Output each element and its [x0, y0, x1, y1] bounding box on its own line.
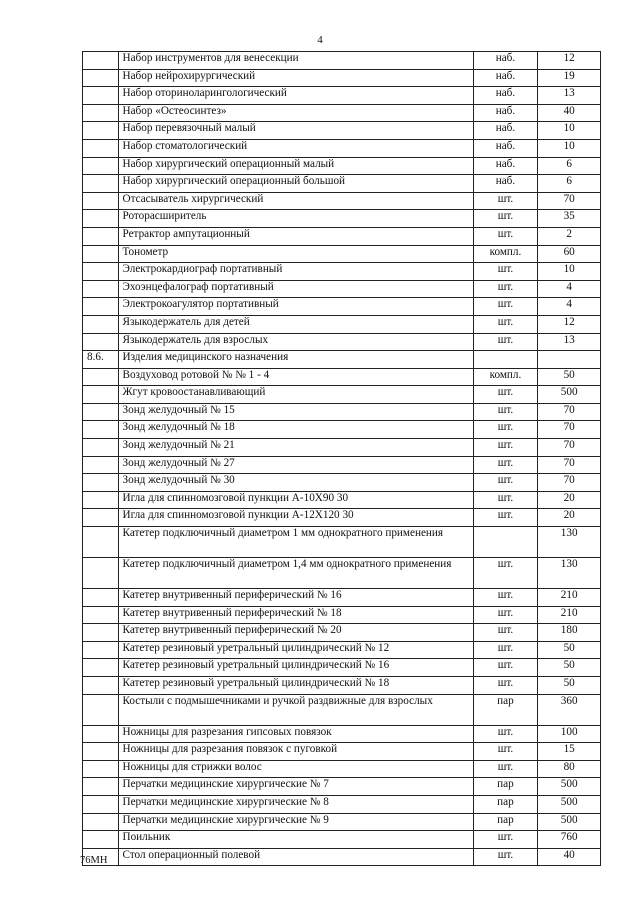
item-name-cell: Зонд желудочный № 30 [118, 474, 473, 492]
quantity-cell: 19 [538, 69, 601, 87]
table-row [83, 694, 601, 725]
row-number-cell [83, 659, 119, 677]
quantity-cell: 40 [538, 848, 601, 866]
table-row [83, 87, 601, 105]
row-number-cell [83, 624, 119, 642]
row-number-cell [83, 421, 119, 439]
quantity-cell: 13 [538, 333, 601, 351]
table-row [83, 831, 601, 849]
item-name-cell: Катетер подключичный диаметром 1,4 мм однократного применения [118, 558, 473, 589]
unit-cell: шт. [473, 439, 538, 457]
quantity-cell: 360 [538, 694, 601, 725]
unit-cell: наб. [473, 69, 538, 87]
quantity-cell: 50 [538, 677, 601, 695]
table-row [83, 403, 601, 421]
row-number-cell [83, 87, 119, 105]
table-row [83, 795, 601, 813]
quantity-cell: 50 [538, 641, 601, 659]
item-name-cell: Электрокардиограф портативный [118, 263, 473, 281]
quantity-cell: 70 [538, 403, 601, 421]
row-number-cell [83, 315, 119, 333]
unit-cell: шт. [473, 641, 538, 659]
quantity-cell [538, 351, 601, 369]
quantity-cell: 10 [538, 122, 601, 140]
unit-cell: шт. [473, 848, 538, 866]
item-name-cell: Зонд желудочный № 18 [118, 421, 473, 439]
quantity-cell: 20 [538, 509, 601, 527]
quantity-cell: 80 [538, 760, 601, 778]
unit-cell: шт. [473, 192, 538, 210]
item-name-cell: Зонд желудочный № 27 [118, 456, 473, 474]
quantity-cell: 130 [538, 527, 601, 558]
quantity-cell: 70 [538, 456, 601, 474]
table-row [83, 245, 601, 263]
row-number-cell [83, 456, 119, 474]
unit-cell: шт. [473, 677, 538, 695]
table-row [83, 157, 601, 175]
unit-cell: шт. [473, 589, 538, 607]
quantity-cell: 10 [538, 139, 601, 157]
table-row [83, 848, 601, 866]
table-row [83, 210, 601, 228]
item-name-cell: Эхоэнцефалограф портативный [118, 280, 473, 298]
item-name-cell: Электрокоагулятор портативный [118, 298, 473, 316]
item-name-cell: Перчатки медицинские хирургические № 8 [118, 795, 473, 813]
unit-cell: шт. [473, 491, 538, 509]
item-name-cell: Отсасыватель хирургический [118, 192, 473, 210]
footer-code: 76МН [80, 855, 108, 866]
unit-cell: компл. [473, 368, 538, 386]
quantity-cell: 210 [538, 606, 601, 624]
quantity-cell: 500 [538, 813, 601, 831]
table-row [83, 122, 601, 140]
quantity-cell: 12 [538, 315, 601, 333]
item-name-cell: Набор оториноларингологический [118, 87, 473, 105]
table-row [83, 641, 601, 659]
item-name-cell: Костыли с подмышечниками и ручкой раздвижные для взрослых [118, 694, 473, 725]
row-number-cell [83, 192, 119, 210]
item-name-cell: Изделия медицинского назначения [118, 351, 473, 369]
table-row [83, 69, 601, 87]
item-name-cell: Языкодержатель для детей [118, 315, 473, 333]
unit-cell: шт. [473, 280, 538, 298]
item-name-cell: Ножницы для разрезания гипсовых повязок [118, 725, 473, 743]
table-row [83, 606, 601, 624]
unit-cell: шт. [473, 509, 538, 527]
table-row [83, 263, 601, 281]
quantity-cell: 760 [538, 831, 601, 849]
table-row [83, 104, 601, 122]
unit-cell: шт. [473, 606, 538, 624]
table-row [83, 589, 601, 607]
item-name-cell: Стол операционный полевой [118, 848, 473, 866]
row-number-cell [83, 558, 119, 589]
row-number-cell [83, 139, 119, 157]
item-name-cell: Роторасширитель [118, 210, 473, 228]
item-name-cell: Набор хирургический операционный большой [118, 175, 473, 193]
quantity-cell: 60 [538, 245, 601, 263]
unit-cell: шт. [473, 760, 538, 778]
table-row [83, 813, 601, 831]
item-name-cell: Жгут кровоостанавливающий [118, 386, 473, 404]
table-row [83, 315, 601, 333]
item-name-cell: Ножницы для разрезания повязок с пуговкой [118, 743, 473, 761]
inventory-table [82, 51, 601, 866]
table-row [83, 456, 601, 474]
table-row [83, 52, 601, 70]
quantity-cell: 13 [538, 87, 601, 105]
quantity-cell: 130 [538, 558, 601, 589]
item-name-cell: Набор инструментов для венесекции [118, 52, 473, 70]
item-name-cell: Ретрактор ампутационный [118, 227, 473, 245]
item-name-cell: Игла для спинномозговой пункции А-12Х120 30 [118, 509, 473, 527]
table-row [83, 175, 601, 193]
quantity-cell: 180 [538, 624, 601, 642]
row-number-cell [83, 831, 119, 849]
row-number-cell [83, 368, 119, 386]
row-number-cell [83, 157, 119, 175]
unit-cell: шт. [473, 210, 538, 228]
item-name-cell: Перчатки медицинские хирургические № 9 [118, 813, 473, 831]
table-row [83, 439, 601, 457]
table-row [83, 386, 601, 404]
table-row [83, 351, 601, 369]
row-number-cell [83, 386, 119, 404]
row-number-cell [83, 527, 119, 558]
quantity-cell: 4 [538, 280, 601, 298]
quantity-cell: 2 [538, 227, 601, 245]
quantity-cell: 500 [538, 795, 601, 813]
unit-cell: шт. [473, 315, 538, 333]
unit-cell: шт. [473, 743, 538, 761]
row-number-cell [83, 333, 119, 351]
quantity-cell: 40 [538, 104, 601, 122]
row-number-cell [83, 227, 119, 245]
item-name-cell: Поильник [118, 831, 473, 849]
row-number-cell [83, 69, 119, 87]
item-name-cell: Катетер внутривенный периферический № 16 [118, 589, 473, 607]
quantity-cell: 500 [538, 778, 601, 796]
unit-cell: компл. [473, 245, 538, 263]
unit-cell: шт. [473, 333, 538, 351]
row-number-cell [83, 760, 119, 778]
table-row [83, 778, 601, 796]
row-number-cell [83, 298, 119, 316]
item-name-cell: Катетер резиновый уретральный цилиндрический № 16 [118, 659, 473, 677]
unit-cell: шт. [473, 227, 538, 245]
unit-cell: шт. [473, 474, 538, 492]
unit-cell: пар [473, 778, 538, 796]
inventory-table-body [83, 52, 601, 866]
row-number-cell [83, 589, 119, 607]
row-number-cell [83, 677, 119, 695]
unit-cell: шт. [473, 725, 538, 743]
item-name-cell: Зонд желудочный № 21 [118, 439, 473, 457]
row-number-cell [83, 743, 119, 761]
quantity-cell: 4 [538, 298, 601, 316]
item-name-cell: Набор «Остеосинтез» [118, 104, 473, 122]
row-number-cell [83, 263, 119, 281]
unit-cell: шт. [473, 624, 538, 642]
item-name-cell: Набор стоматологический [118, 139, 473, 157]
row-number-cell [83, 606, 119, 624]
row-number-cell [83, 52, 119, 70]
unit-cell: наб. [473, 104, 538, 122]
unit-cell: наб. [473, 157, 538, 175]
row-number-cell [83, 175, 119, 193]
quantity-cell: 500 [538, 386, 601, 404]
table-row [83, 725, 601, 743]
row-number-cell [83, 795, 119, 813]
row-number-cell [83, 439, 119, 457]
unit-cell: наб. [473, 139, 538, 157]
quantity-cell: 6 [538, 157, 601, 175]
unit-cell [473, 351, 538, 369]
table-row [83, 192, 601, 210]
row-number-cell [83, 280, 119, 298]
item-name-cell: Тонометр [118, 245, 473, 263]
quantity-cell: 35 [538, 210, 601, 228]
quantity-cell: 12 [538, 52, 601, 70]
quantity-cell: 70 [538, 421, 601, 439]
unit-cell: шт. [473, 659, 538, 677]
row-number-cell [83, 403, 119, 421]
row-number-cell [83, 778, 119, 796]
table-row [83, 659, 601, 677]
table-row [83, 743, 601, 761]
quantity-cell: 70 [538, 192, 601, 210]
table-row [83, 421, 601, 439]
item-name-cell: Катетер внутривенный периферический № 20 [118, 624, 473, 642]
unit-cell: пар [473, 813, 538, 831]
row-number-cell [83, 122, 119, 140]
quantity-cell: 6 [538, 175, 601, 193]
unit-cell: наб. [473, 175, 538, 193]
table-row [83, 491, 601, 509]
item-name-cell: Игла для спинномозговой пункции А-10Х90 30 [118, 491, 473, 509]
page-number: 4 [317, 34, 323, 46]
row-number-cell [83, 694, 119, 725]
table-row [83, 227, 601, 245]
quantity-cell: 10 [538, 263, 601, 281]
table-row [83, 624, 601, 642]
item-name-cell: Катетер внутривенный периферический № 18 [118, 606, 473, 624]
table-row [83, 368, 601, 386]
unit-cell: шт. [473, 403, 538, 421]
item-name-cell: Катетер резиновый уретральный цилиндрический № 12 [118, 641, 473, 659]
unit-cell: наб. [473, 122, 538, 140]
row-number-cell [83, 641, 119, 659]
table-row [83, 509, 601, 527]
item-name-cell: Ножницы для стрижки волос [118, 760, 473, 778]
row-number-cell [83, 725, 119, 743]
quantity-cell: 20 [538, 491, 601, 509]
quantity-cell: 210 [538, 589, 601, 607]
row-number-cell [83, 491, 119, 509]
unit-cell: шт. [473, 386, 538, 404]
item-name-cell: Набор нейрохирургический [118, 69, 473, 87]
unit-cell: шт. [473, 831, 538, 849]
table-row [83, 760, 601, 778]
item-name-cell: Зонд желудочный № 15 [118, 403, 473, 421]
quantity-cell: 100 [538, 725, 601, 743]
item-name-cell: Языкодержатель для взрослых [118, 333, 473, 351]
table-row [83, 333, 601, 351]
quantity-cell: 15 [538, 743, 601, 761]
quantity-cell: 70 [538, 474, 601, 492]
unit-cell: шт. [473, 421, 538, 439]
table-row [83, 527, 601, 558]
row-number-cell [83, 245, 119, 263]
unit-cell [473, 527, 538, 558]
unit-cell: наб. [473, 52, 538, 70]
quantity-cell: 50 [538, 659, 601, 677]
item-name-cell: Катетер подключичный диаметром 1 мм однократного применения [118, 527, 473, 558]
row-number-cell: 8.6. [83, 351, 119, 369]
unit-cell: шт. [473, 263, 538, 281]
quantity-cell: 50 [538, 368, 601, 386]
table-row [83, 298, 601, 316]
item-name-cell: Набор перевязочный малый [118, 122, 473, 140]
row-number-cell [83, 104, 119, 122]
row-number-cell [83, 474, 119, 492]
table-row [83, 139, 601, 157]
row-number-cell [83, 813, 119, 831]
unit-cell: шт. [473, 298, 538, 316]
row-number-cell [83, 509, 119, 527]
item-name-cell: Воздуховод ротовой № № 1 - 4 [118, 368, 473, 386]
row-number-cell [83, 210, 119, 228]
unit-cell: шт. [473, 456, 538, 474]
quantity-cell: 70 [538, 439, 601, 457]
item-name-cell: Перчатки медицинские хирургические № 7 [118, 778, 473, 796]
table-row [83, 474, 601, 492]
table-row [83, 280, 601, 298]
unit-cell: пар [473, 694, 538, 725]
item-name-cell: Катетер резиновый уретральный цилиндрический № 18 [118, 677, 473, 695]
unit-cell: пар [473, 795, 538, 813]
table-row [83, 558, 601, 589]
unit-cell: наб. [473, 87, 538, 105]
unit-cell: шт. [473, 558, 538, 589]
item-name-cell: Набор хирургический операционный малый [118, 157, 473, 175]
table-row [83, 677, 601, 695]
